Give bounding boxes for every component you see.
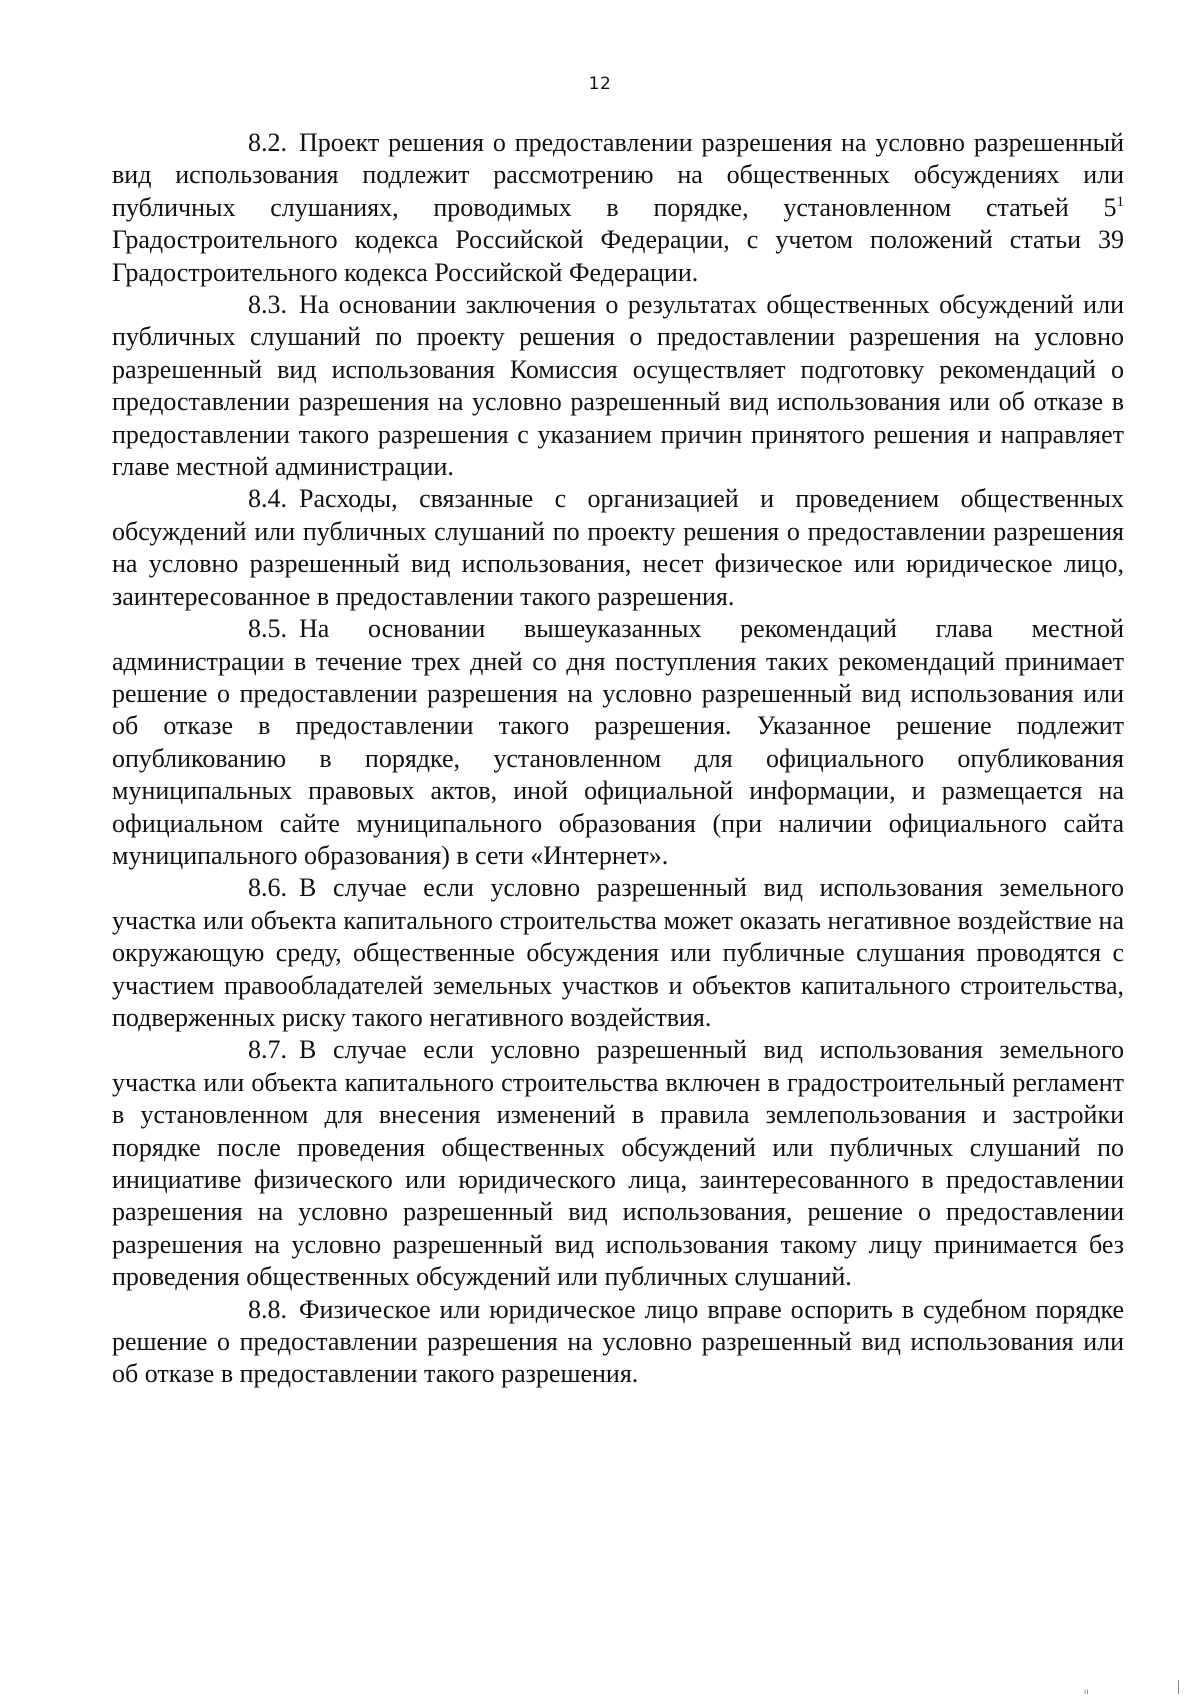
scan-mark: ıı [1084, 1687, 1089, 1696]
paragraph-text: На основании заключения о результатах общественных обсуждений или публичных слушаний по проекту решения о предоставлении разрешения на условно разрешенный вид использования Комиссия осуществляет подготовку рекомендаций о предоставлении разрешения на условно разрешенный вид использования или об отказе в предоставлении такого разрешения с указанием причин принятого решения и направляет главе местной администрации. [112, 290, 1124, 482]
paragraph-text: Проект решения о предоставлении разрешения на условно разрешенный вид использования подлежит рассмотрению на общественных обсуждениях или публичных слушаниях, проводимых в порядке, установленном статьей 5 [112, 128, 1124, 222]
page-number: 12 [588, 74, 612, 94]
paragraph-8-6 [112, 872, 1124, 1034]
scan-edge-tick [1178, 1680, 1179, 1694]
paragraph-8-5 [112, 613, 1124, 872]
paragraph-text-continued: Градостроительного кодекса Российской Федерации, с учетом положений статьи 39 Градостроительного кодекса Российской Федерации. [112, 225, 1124, 287]
paragraph-text: На основании вышеуказанных рекомендаций глава местной администрации в течение трех дней со дня поступления таких рекомендаций принимает решение о предоставлении разрешения на условно разрешенный вид использования или об отказе в предоставлении такого разрешения. Указанное решение подлежит опубликованию в порядке, установленном для официального опубликования муниципальных правовых актов, иной официальной информации, и размещается на официальном сайте муниципального образования (при наличии официального сайта муниципального образования) в сети «Интернет». [112, 614, 1124, 870]
paragraph-number: 8.6. [248, 873, 287, 903]
superscript: 1 [1116, 193, 1124, 210]
paragraph-text: Физическое или юридическое лицо вправе оспорить в судебном порядке решение о предоставлении разрешения на условно разрешенный вид использования или об отказе в предоставлении такого разрешения. [112, 1294, 1124, 1389]
paragraph-number: 8.7. [248, 1035, 287, 1065]
paragraph-8-4 [112, 483, 1124, 613]
paragraph-8-2 [112, 127, 1124, 289]
paragraph-8-8 [112, 1294, 1124, 1391]
paragraph-number: 8.5. [248, 614, 287, 644]
paragraph-number: 8.2. [248, 128, 287, 157]
paragraph-text: В случае если условно разрешенный вид использования земельного участка или объекта капитального строительства может оказать негативное воздействие на окружающую среду, общественные обсуждения или публичные слушания проводятся с участием правообладателей земельных участков и объектов капитального строительства, подверженных риску такого негативного воздействия. [112, 873, 1124, 1032]
paragraph-number: 8.4. [248, 484, 287, 514]
paragraph-text: В случае если условно разрешенный вид использования земельного участка или объекта капитального строительства включен в градостроительный регламент в установленном для внесения изменений в правила землепользования и застройки порядке после проведения общественных обсуждений или публичных слушаний по инициативе физического или юридического лица, заинтересованного в предоставлении разрешения на условно разрешенный вид использования, решение о предоставлении разрешения на условно разрешенный вид использования такому лицу принимается без проведения общественных обсуждений или публичных слушаний. [112, 1035, 1124, 1292]
paragraph-number: 8.8. [248, 1294, 287, 1324]
document-body [112, 127, 1124, 1391]
paragraph-8-7 [112, 1034, 1124, 1293]
paragraph-text: Расходы, связанные с организацией и проведением общественных обсуждений или публичных слушаний по проекту решения о предоставлении разрешения на условно разрешенный вид использования, несет физическое или юридическое лицо, заинтересованное в предоставлении такого разрешения. [112, 484, 1124, 611]
paragraph-number: 8.3. [248, 290, 287, 320]
paragraph-8-3 [112, 289, 1124, 483]
